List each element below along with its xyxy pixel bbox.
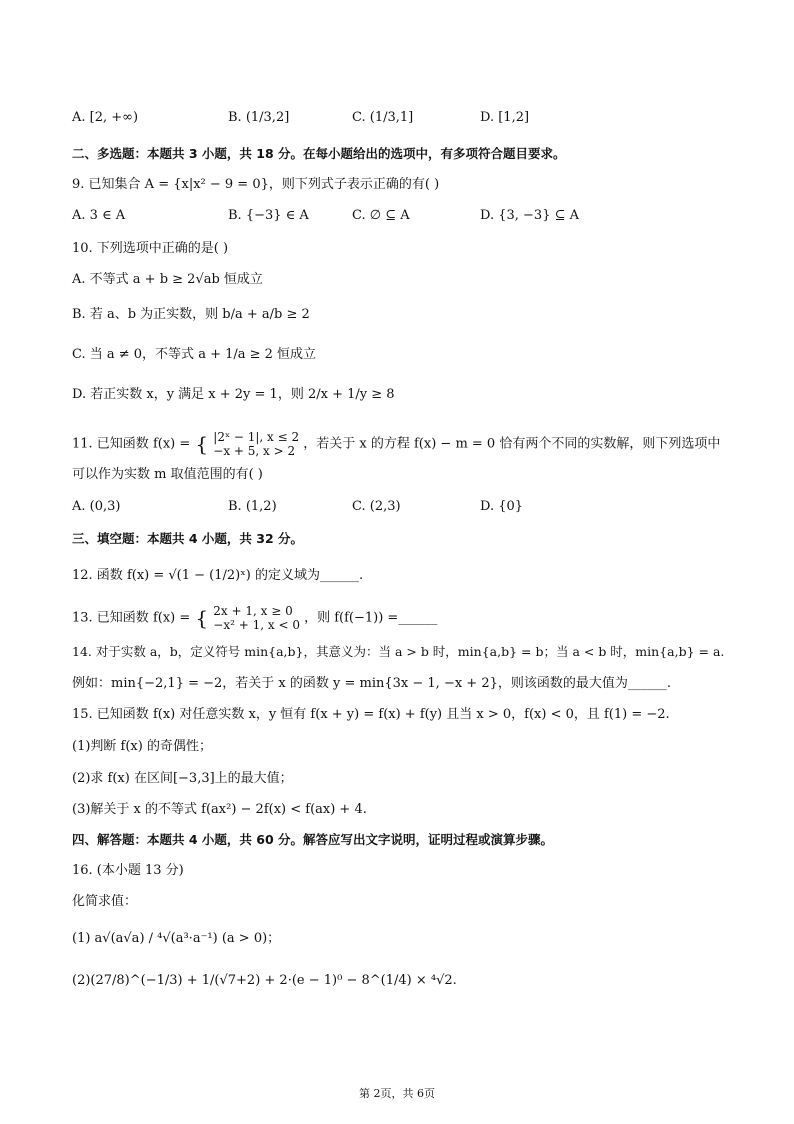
option-d: D. [1,2] [480, 110, 530, 125]
option-c: C. (2,3) [352, 499, 401, 514]
question-10-option-d: D. 若正实数 x，y 满足 x + 2y = 1，则 2/x + 1/y ≥ 8 [72, 387, 395, 402]
case-2: −x + 5, x > 2 [213, 444, 296, 458]
case-1: |2ˣ − 1|, x ≤ 2 [213, 430, 300, 444]
question-15-stem: 15. 已知函数 f(x) 对任意实数 x，y 恒有 f(x + y) = f(x) + f(y) 且当 x > 0，f(x) < 0，且 f(1) = −2. [72, 707, 670, 722]
option-a: A. [2, +∞) [72, 110, 139, 125]
option-c: C. (1/3,1] [352, 110, 414, 125]
prev-question-options [72, 109, 732, 129]
page-footer: 第 2页，共 6页 [359, 1087, 435, 1100]
option-d: D. {3, −3} ⊆ A [480, 208, 580, 223]
question-11-line-2: 可以作为实数 m 取值范围的有( ) [72, 467, 263, 482]
section-heading-fill-in: 三、填空题：本题共 4 小题，共 32 分。 [72, 531, 304, 546]
section-heading-solutions: 四、解答题：本题共 4 小题，共 60 分。解答应写出文字说明，证明过程或演算步骤。 [72, 832, 554, 847]
question-14-line-2: 例如：min{−2,1} = −2，若关于 x 的函数 y = min{3x − 1, −x + 2}，则该函数的最大值为______. [72, 676, 671, 691]
piecewise-cases [213, 604, 300, 632]
question-11-options [72, 498, 732, 518]
question-16-intro: 化简求值： [72, 894, 138, 909]
option-d: D. {0} [480, 499, 524, 514]
question-15-part-3: (3)解关于 x 的不等式 f(ax²) − 2f(x) < f(ax) + 4. [72, 802, 367, 817]
case-2: −x² + 1, x < 0 [213, 618, 300, 632]
question-11-func-suffix: ，若关于 x 的方程 f(x) − m = 0 恰有两个不同的实数解，则下列选项中 [303, 436, 721, 452]
case-1: 2x + 1, x ≥ 0 [213, 604, 293, 618]
question-15-part-1: (1)判断 f(x) 的奇偶性； [72, 739, 212, 754]
question-10-option-c: C. 当 a ≠ 0，不等式 a + 1/a ≥ 2 恒成立 [72, 347, 317, 362]
question-11-line-1 [72, 430, 720, 458]
question-14-line-1: 14. 对于实数 a，b，定义符号 min{a,b}，其意义为：当 a > b 时，min{a,b} = b；当 a < b 时，min{a,b} = a. [72, 644, 725, 659]
option-b: B. {−3} ∈ A [228, 208, 309, 223]
brace-glyph: { [195, 606, 209, 630]
section-heading-multiple-choice: 二、多选题：本题共 3 小题，共 18 分。在每小题给出的选项中，有多项符合题目要求。 [72, 146, 566, 161]
brace-glyph: { [195, 432, 209, 456]
option-a: A. (0,3) [72, 499, 121, 514]
question-13-suffix: ，则 f(f(−1)) =______ [304, 610, 438, 626]
question-13-prefix: 13. 已知函数 f(x) = [72, 610, 191, 626]
option-a: A. 3 ∈ A [72, 208, 126, 223]
question-10-option-b: B. 若 a、b 为正实数，则 b/a + a/b ≥ 2 [72, 307, 310, 322]
question-12: 12. 函数 f(x) = √(1 − (1/2)ˣ) 的定义域为______. [72, 568, 364, 583]
option-b: B. (1/3,2] [228, 110, 290, 125]
question-10-stem: 10. 下列选项中正确的是( ) [72, 241, 229, 256]
question-16-title: 16. (本小题 13 分) [72, 863, 184, 878]
piecewise-cases [213, 430, 299, 458]
question-15-part-2: (2)求 f(x) 在区间[−3,3]上的最大值； [72, 771, 293, 786]
question-13 [72, 604, 437, 632]
question-11-func-prefix: 11. 已知函数 f(x) = [72, 436, 191, 452]
option-b: B. (1,2) [228, 499, 277, 514]
question-9-stem: 9. 已知集合 A = {x|x² − 9 = 0}，则下列式子表示正确的有( ) [72, 177, 440, 192]
question-16-part-2: (2)(27/8)^(−1/3) + 1/(√7+2) + 2·(e − 1)⁰ − 8^(1/4) × ⁴√2. [72, 973, 457, 988]
question-9-options [72, 207, 732, 227]
question-10-option-a: A. 不等式 a + b ≥ 2√ab 恒成立 [72, 272, 263, 287]
question-16-part-1: (1) a√(a√a) / ⁴√(a³·a⁻¹) (a > 0)； [72, 931, 281, 946]
option-c: C. ∅ ⊆ A [352, 208, 410, 223]
